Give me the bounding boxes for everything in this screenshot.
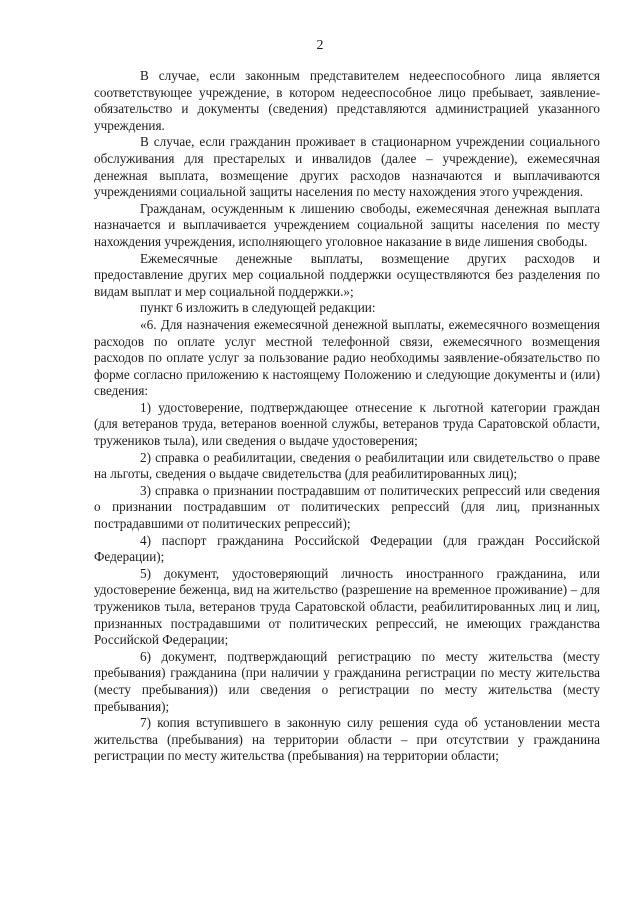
page-number: 2 — [316, 38, 324, 53]
list-item-6-registration: 6) документ, подтверждающий регистрацию по месту жительства (месту пребывания) гражданина (при наличии у гражданина регистрации по месту жительства (месту пребывания)) или сведения о регистрации по месту жительства (месту пребывания); — [94, 648, 600, 714]
list-item-7-court-decision: 7) копия вступившего в законную силу решения суда об установлении места жительства (пребывания) на территории области – при отсутствии у гражданина регистрации по месту жительства (пребывания) на территории области; — [94, 715, 600, 764]
paragraph-point-6-intro: «6. Для назначения ежемесячной денежной выплаты, ежемесячного возмещения расходов по оплате услуг местной телефонной связи, ежемесячного возмещения расходов по оплате услуг за пользование радио необходимы заявление-обязательство по форме согласно приложению к настоящему Положению и следующие документы и (или) сведения: — [94, 316, 600, 399]
paragraph-representative: В случае, если законным представителем недееспособного лица является соответствующее учреждение, в котором недееспособное лицо пребывает, заявление-обязательство и документы (сведения) представляются администрацией указанного учреждения. — [94, 68, 600, 133]
paragraph-monthly-payments: Ежемесячные денежные выплаты, возмещение других расходов и предоставление других мер социальной поддержки осуществляются без разделения по видам выплат и мер социальной поддержки.»; — [94, 250, 600, 299]
list-item-2-rehabilitation: 2) справка о реабилитации, сведения о реабилитации или свидетельство о праве на льготы, сведения о выдаче свидетельства (для реабилитированных лиц); — [94, 449, 600, 482]
list-item-1-certificate: 1) удостоверение, подтверждающее отнесение к льготной категории граждан (для ветеранов труда, ветеранов военной службы, ветеранов труда Саратовской области, тружеников тыла), или сведения о выдаче удостоверения; — [94, 399, 600, 449]
paragraph-stationary-institution: В случае, если гражданин проживает в стационарном учреждении социального обслуживания для престарелых и инвалидов (далее – учреждение), ежемесячная денежная выплата, возмещение других расходов назначаются и выплачиваются учреждениями социальной защиты населения по месту нахождения этого учреждения. — [94, 134, 600, 200]
list-item-5-foreign-id: 5) документ, удостоверяющий личность иностранного гражданина, или удостоверение беженца, вид на жительство (разрешение на временное проживание) – для тружеников тыла, ветеранов труда Саратовской области, реабилитированных лиц и лиц, признанных пострадавшими от политических репрессий, не имеющих гражданства Российской Федерации; — [94, 565, 600, 648]
list-item-4-passport: 4) паспорт гражданина Российской Федерации (для граждан Российской Федерации); — [94, 532, 600, 565]
list-item-3-political-repression: 3) справка о признании пострадавшим от политических репрессий или сведения о признании пострадавшим от политических репрессий (для лиц, признанных пострадавшими от политических репрессий); — [94, 482, 600, 532]
paragraph-amend-point-6: пункт 6 изложить в следующей редакции: — [140, 300, 376, 316]
paragraph-convicted-citizens: Гражданам, осужденным к лишению свободы, ежемесячная денежная выплата назначается и выплачивается учреждением социальной защиты населения по месту нахождения учреждения, исполняющего уголовное наказание в виде лишения свободы. — [94, 200, 600, 249]
document-body — [94, 68, 600, 765]
